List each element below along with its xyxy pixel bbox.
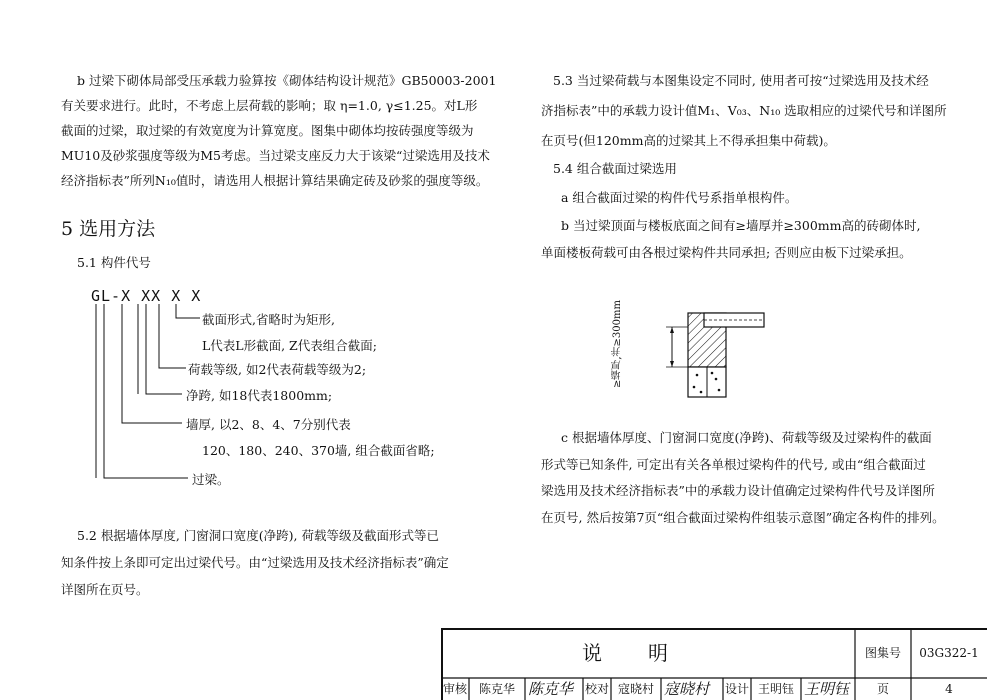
label-load: 荷载等级, 如2代表荷载等级为2; — [188, 362, 367, 377]
label-wall-2: 120、180、240、370墙, 组合截面省略; — [202, 443, 435, 458]
para-b-line-5: 经济指标表”所列N₁₀值时，请选用人根据计算结果确定砖及砂浆的强度等级。 — [61, 173, 489, 188]
para-5-3-line-1: 5.3 当过梁荷载与本图集设定不同时, 使用者可按“过梁选用及技术经 — [553, 73, 929, 88]
para-c-line-4: 在页号, 然后按第7页“组合截面过梁构件组装示意图”确定各构件的排列。 — [541, 510, 945, 525]
reviewer-name: 陈克华 — [478, 682, 515, 696]
design-label: 设计 — [724, 682, 749, 696]
para-b-line-1: b 过梁下砌体局部受压承载力验算按《砌体结构设计规范》GB50003-2001 — [77, 73, 497, 88]
atlas-number: 03G322-1 — [919, 646, 979, 660]
checker-name: 寇晓村 — [617, 682, 654, 696]
member-code: GL-X XX X X — [91, 287, 202, 305]
review-label: 审核 — [442, 682, 467, 696]
label-span: 净跨, 如18代表1800mm; — [186, 388, 333, 403]
designer-name: 王明钰 — [757, 682, 794, 696]
para-5-2-line-3: 详图所在页号。 — [61, 582, 149, 597]
label-shape-2: L代表L形截面, Z代表组合截面; — [202, 338, 377, 353]
check-label: 校对 — [584, 682, 609, 696]
para-5-3-line-3: 在页号(但120mm高的过梁其上不得承担集中荷载)。 — [541, 133, 836, 148]
para-b-line-2: 有关要求进行。此时，不考虑上层荷载的影响；取 η=1.0, γ≤1.25。对L形 — [61, 98, 478, 113]
atlas-label: 图集号 — [864, 646, 901, 660]
para-b-line-3: 截面的过梁，取过梁的有效宽度为计算宽度。图集中砌体均按砖强度等级为 — [61, 123, 474, 138]
label-wall-1: 墙厚, 以2、8、4、7分别代表 — [186, 417, 351, 432]
para-c-line-1: c 根据墙体厚度、门窗洞口宽度(净跨)、荷载等级及过梁构件的截面 — [561, 430, 932, 445]
label-lintel: 过梁。 — [192, 472, 230, 487]
para-c-line-2: 形式等已知条件, 可定出有关各单根过梁构件的代号, 或由“组合截面过 — [541, 457, 926, 472]
para-a: a 组合截面过梁的构件代号系指单根构件。 — [561, 190, 798, 205]
reviewer-signature: 陈克华 — [528, 680, 574, 698]
para-b-line-4: MU10及砂浆强度等级为M5考虑。当过梁支座反力大于该梁“过梁选用及技术 — [61, 148, 490, 163]
section-title: 5 选用方法 — [61, 218, 156, 240]
sub-5-1: 5.1 构件代号 — [77, 255, 151, 270]
page-number: 4 — [945, 682, 953, 696]
para-5-3-line-2: 济指标表”中的承载力设计值M₁、V₀₃、N₁₀ 选取相应的过梁代号和详图所 — [541, 103, 947, 118]
page-label: 页 — [876, 682, 889, 696]
para-b-right-line-2: 单面楼板荷载可由各根过梁构件共同承担; 否则应由板下过梁承担。 — [541, 245, 912, 260]
diagram-dimension-label: ≥墙厚,并≥300mm — [612, 300, 623, 388]
sub-5-4: 5.4 组合截面过梁选用 — [553, 161, 677, 176]
page-title: 说明 — [582, 641, 714, 665]
para-c-line-3: 梁选用及技术经济指标表”中的承载力设计值确定过梁构件代号及详图所 — [541, 483, 935, 498]
para-5-2-line-2: 知条件按上条即可定出过梁代号。由“过梁选用及技术经济指标表”确定 — [61, 555, 449, 570]
para-5-2-line-1: 5.2 根据墙体厚度, 门窗洞口宽度(净跨), 荷载等级及截面形式等已 — [77, 528, 440, 543]
checker-signature: 寇晓村 — [664, 680, 710, 698]
designer-signature: 王明钰 — [804, 680, 850, 698]
para-b-right-line-1: b 当过梁顶面与楼板底面之间有≥墙厚并≥300mm高的砖砌体时, — [561, 218, 921, 233]
label-shape-1: 截面形式,省略时为矩形, — [202, 312, 335, 327]
